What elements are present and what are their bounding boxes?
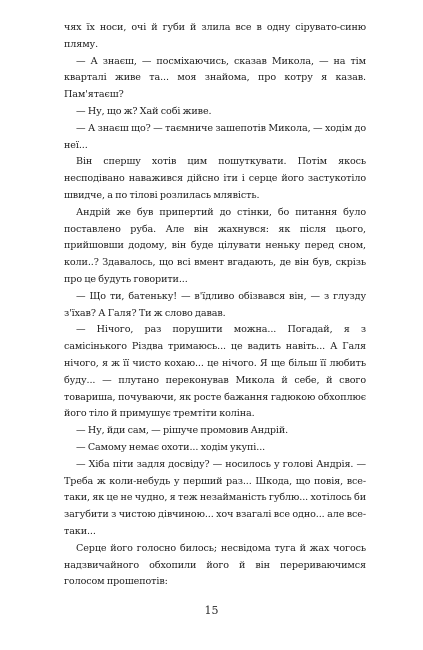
paragraph: Серце його голосно билось; несвідома туга й жах чогось надзвичайного обхопили його й він перериваючимся голосом прошепотів: [64,542,366,588]
paragraph: — Хіба піти задля досвіду? — носилось у голові Андрія. — Треба ж коли-небудь у перший раз... Шкода, що повія, все-таки, як це не чудно, я теж незайманість гублю... хотілось би загубити з чистою дівчиною... хоч взагалі все одно... але все-таки... [64,458,366,537]
paragraph: — Що ти, батеньку! — в'їдливо обізвався він, — з глузду з'їхав? А Галя? Ти ж слово давав. [64,290,366,319]
paragraph: — Самому немає охоти... ходім укупі... [76,441,266,453]
paragraph: — Нічого, раз порушити можна... Погадай, я з самісінького Різдва тримаюсь... це вадить навіть... А Галя нічого, я ж її чисто кохаю... це нічого. Я ще більш її любить буду... — плутано переконував Микола й себе, й свого товариша, почуваючи, як росте бажання гадюкою обхоплює його тіло й примушує тремтіти коліна. [64,324,366,420]
paragraph: — Ну, йди сам, — рішуче промовив Андрій. [76,425,289,437]
paragraph: — Ну, що ж? Хай собі живе. [76,105,212,117]
page-body [64,20,366,591]
paragraph: Він спершу хотів цим пошуткувати. Потім якось несподівано наважився дійсно іти і серце його застукотіло швидче, а по тілові розлилась млявість. [64,156,366,201]
page-number: 15 [204,604,219,617]
paragraph: — А знаєш, — посміхаючись, сказав Микола, — на тім кварталі живе та... моя знайома, про котру я казав. Пам'ятаєш? [64,55,366,101]
paragraph: чях їх носи, очі й губи й злила все в одну сірувато-синю пляму. [64,22,366,50]
paragraph: Андрій же був припертий до стінки, бо питання було поставлено руба. Але він жахнувся: як після цього, прийшовши додому, він буде цілувати неньку перед сном, коли..? Здавалось, що всі вмент вгадають, де він був, скрізь про це будуть говорити... [64,206,366,285]
paragraph: — А знаєш що? — таємниче зашепотів Микола, — ходім до неї... [64,122,366,151]
